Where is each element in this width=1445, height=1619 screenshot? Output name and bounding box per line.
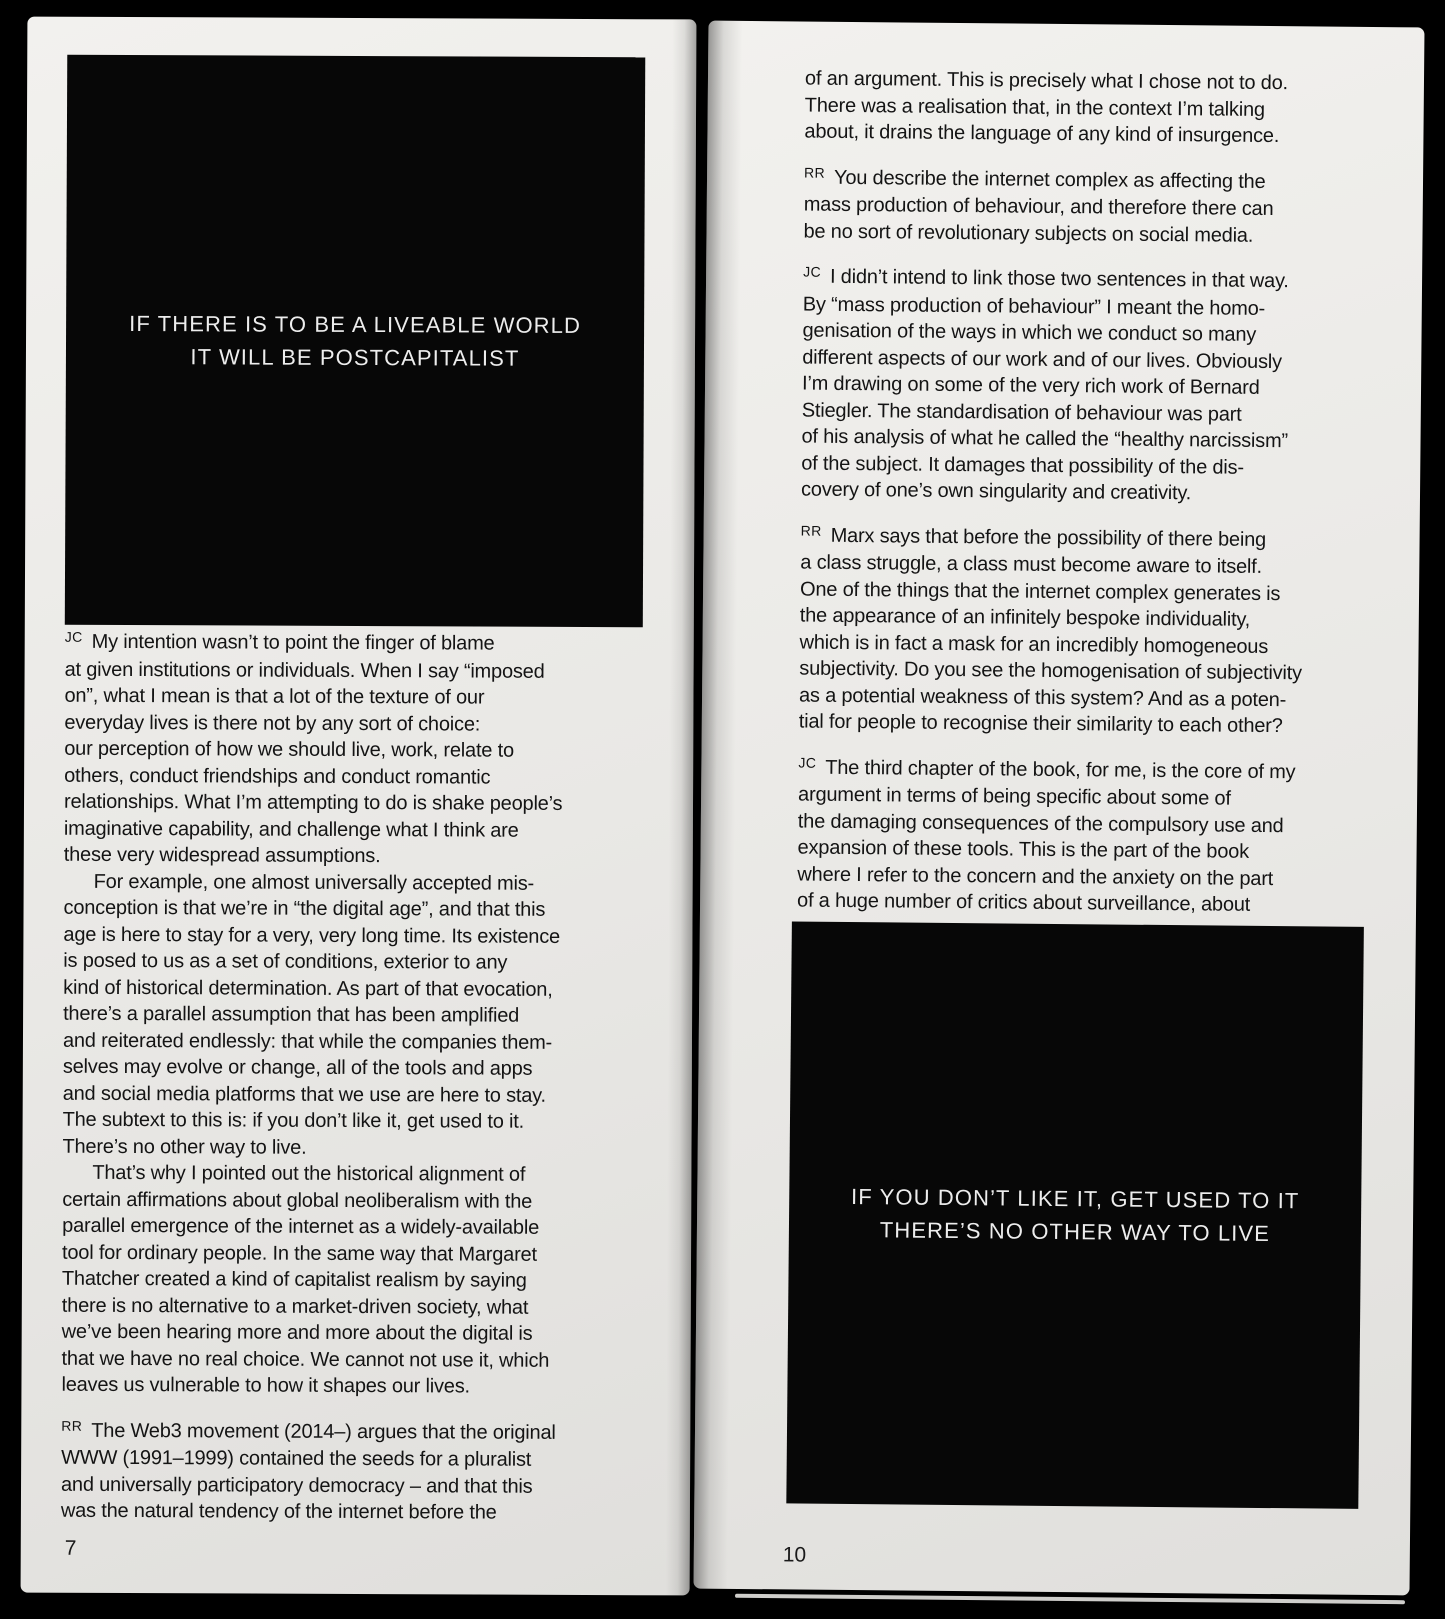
paragraph bbox=[64, 629, 657, 871]
paragraph-text: My intention wasn’t to point the finger of blame at given institutions or individuals. When I say “imposed on”, what I mean is that a lot of the texture of our everyday lives is there not by any sort of choice: our perception of how we should live, work, relate to others, conduct friendships and conduct romantic relationships. What I’m attempting to do is shake people’s imaginative capability, and challenge what I think are these very widespread assumptions. bbox=[63, 630, 563, 868]
speaker-tag: RR bbox=[800, 522, 822, 539]
paragraph bbox=[803, 164, 1388, 250]
paragraph bbox=[804, 66, 1389, 151]
paragraph-text: That’s why I pointed out the historical alignment of certain affirmations about global neoliberalism with the parallel emergence of the internet as a widely-available tool for ordinary people. In the same way that Margaret Thatcher created a kind of capitalist realism by saying there is no alternative to a market-driven society, what we’ve been hearing more and more about the digital is that we have no real choice. We cannot not use it, which leaves us vulnerable to how it shapes our lives. bbox=[61, 1161, 550, 1398]
left-page bbox=[21, 17, 697, 1596]
page-stack-edge bbox=[735, 1594, 1405, 1604]
paragraph bbox=[801, 264, 1387, 509]
paragraph bbox=[61, 1417, 653, 1527]
right-page bbox=[693, 21, 1424, 1596]
paragraph-text: of an argument. This is precisely what I chose not to do. There was a realisation that, in the context I’m talking about, it drains the language of any kind of insurgence. bbox=[804, 67, 1289, 148]
paragraph-text: Marx says that before the possibility of there being a class struggle, a class must become aware to itself. One of the things that the internet complex generates is the appearance of an infinitely bespoke individuality, which is in fact a mask for an incredibly homogeneous subjectivity. Do you see the homogenisation of subjectivity as a potential weakness of this system? And as a poten- tial for people to recognise their similarity to each other? bbox=[798, 524, 1302, 738]
page-number-right: 10 bbox=[782, 1543, 807, 1567]
paragraph bbox=[799, 522, 1385, 741]
speaker-tag: RR bbox=[61, 1417, 83, 1434]
paragraph-text: I didn’t intend to link those two sentences in that way. By “mass production of behaviour” I meant the homo- genisation of the ways in which we conduct so many different aspects of our work and of our lives. Obviously I’m drawing on some of the very rich work of Bernard Stiegler. The standardisation of behaviour was part of his analysis of what he called the “healthy narcissism” of the subject. It damages that possibility of the dis- covery of one’s own singularity and creativity. bbox=[800, 265, 1289, 505]
paragraph-text: The third chapter of the book, for me, is the core of my argument in terms of being specific about some of the damaging consequences of the compulsory use and expansion of these tools. This is the part of the book where I refer to the concern and the anxiety on the part of a huge number of critics about surveillance, about bbox=[796, 756, 1296, 916]
paragraph bbox=[61, 1160, 654, 1401]
paragraph bbox=[62, 868, 655, 1162]
statement-caption: IF YOU DON’T LIKE IT, GET USED TO IT THERE’S NO OTHER WAY TO LIVE bbox=[850, 1184, 1300, 1247]
statement-caption: IF THERE IS TO BE A LIVEABLE WORLD IT WILL BE POSTCAPITALIST bbox=[129, 310, 582, 371]
right-page-body-text bbox=[797, 66, 1389, 920]
statement-box-postcapitalist bbox=[65, 55, 645, 628]
speaker-tag: JC bbox=[64, 628, 83, 645]
paragraph bbox=[797, 754, 1383, 920]
left-page-body-text bbox=[61, 629, 657, 1527]
speaker-tag: JC bbox=[803, 263, 822, 280]
paragraph-text: You describe the internet complex as affecting the mass production of behaviour, and therefore there can be no sort of revolutionary subjects on social media. bbox=[803, 166, 1274, 247]
speaker-tag: RR bbox=[804, 164, 826, 181]
paragraph-text: For example, one almost universally accepted mis- conception is that we’re in “the digital age”, and that this age is here to stay for a very, very long time. Its existence is posed to us as a set of conditions, exterior to any kind of historical determination. As part of that evocation, there’s a parallel assumption that has been amplified and reiterated endlessly: that while the companies them- selves may evolve or change, all of the tools and apps and social media platforms that we use are here to stay. The subtext to this is: if you don’t like it, get used to it. There’s no other way to live. bbox=[62, 870, 561, 1159]
page-number-left: 7 bbox=[64, 1536, 77, 1560]
statement-box-no-other-way bbox=[786, 921, 1364, 1508]
paragraph-text: The Web3 movement (2014–) argues that the original WWW (1991–1999) contained the seeds for a pluralist and universally participatory democracy – and that this was the natural tendency of the internet before the bbox=[60, 1419, 556, 1524]
speaker-tag: JC bbox=[798, 753, 817, 771]
